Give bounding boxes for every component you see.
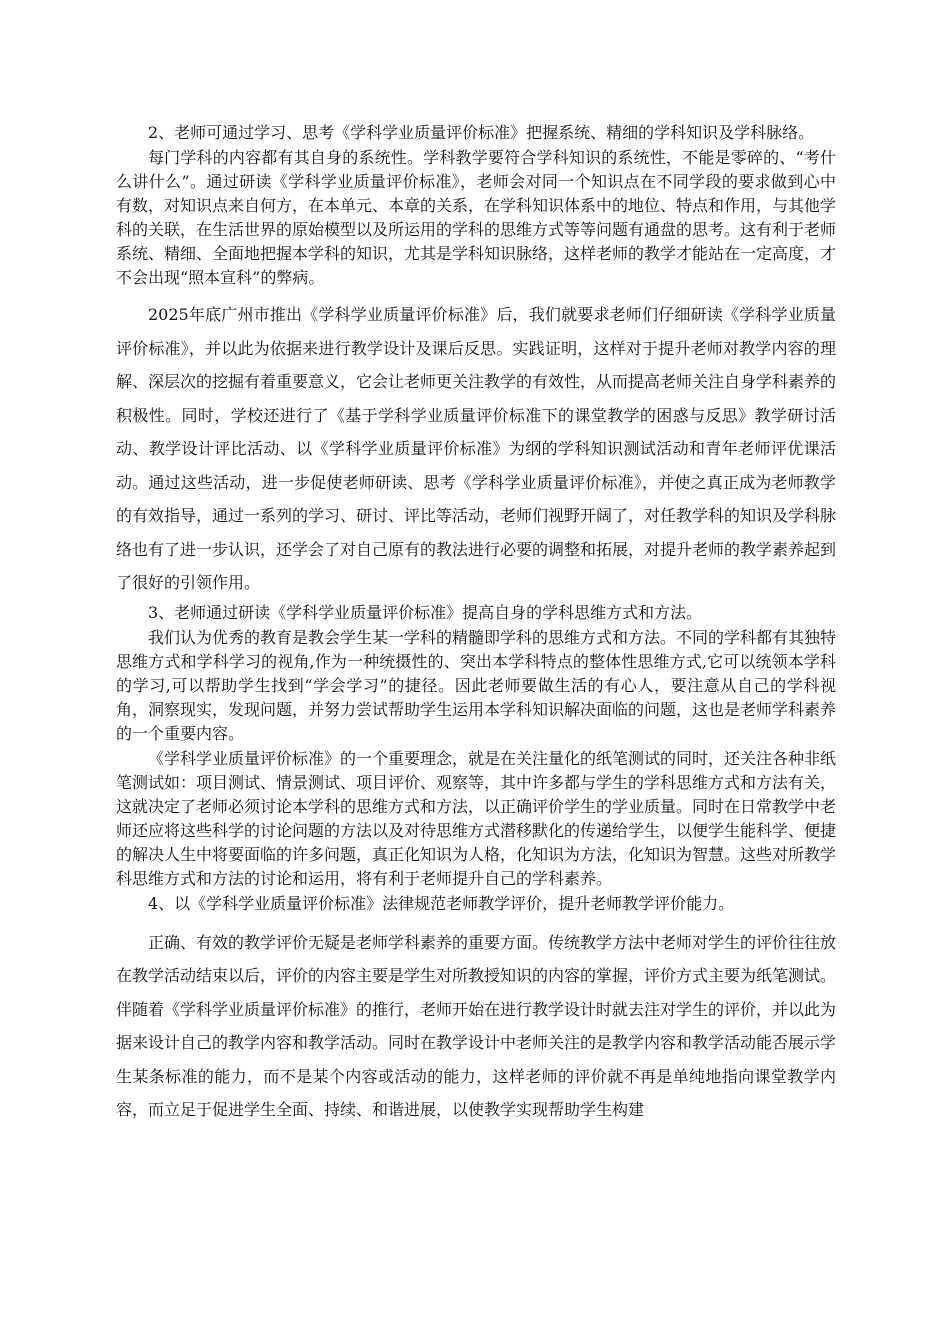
paragraph-standard-concept: 《学科学业质量评价标准》的一个重要理念，就是在关注量化的纸笔测试的同时，还关注各种非纸笔测试如：项目测试、情景测试、项目评价、观察等，其中许多都与学生的学科思维方式和方法有关，这就决定了老师必须讨论本学科的思维方式和方法，以正确评价学生的学业质量。同时在日常教学中老师还应将这些科学的讨论问题的方法以及对待思维方式潜移默化的传递给学生，以便学生能科学、便捷的解决人生中将要面临的许多问题，真正化知识为人格，化知识为方法，化知识为智慧。这些对所教学科思维方式和方法的讨论和运用，将有利于老师提升自己的学科素养。 [116, 748, 837, 888]
paragraph-guangzhou-practice: 2025年底广州市推出《学科学业质量评价标准》后，我们就要求老师们仔细研读《学科学业质量评价标准》，并以此为依据来进行教学设计及课后反思。实践证明，这样对于提升老师对教学内容的理解、深层次的挖掘有着重要意义，它会让老师更关注教学的有效性，从而提高老师关注自身学科素养的积极性。同时，学校还进行了《基于学科学业质量评价标准下的课堂教学的困惑与反思》教学研讨活动、教学设计评比活动、以《学科学业质量评价标准》为纲的学科知识测试活动和青年老师评优课活动。通过这些活动，进一步促使老师研读、思考《学科学业质量评价标准》，并使之真正成为老师教学的有效指导，通过一系列的学习、研讨、评比等活动，老师们视野开阔了，对任教学科的知识及学科脉络也有了进一步认识，还学会了对自己原有的教法进行必要的调整和拓展，对提升老师的教学素养起到了很好的引领作用。 [116, 305, 837, 592]
paragraph-thinking-method: 我们认为优秀的教育是教会学生某一学科的精髓即学科的思维方式和方法。不同的学科都有其独特思维方式和学科学习的视角,作为一种统摄性的、突出本学科特点的整体性思维方式,它可以统领本学科的学习,可以帮助学生找到“学会学习”的捷径。因此老师要做生活的有心人，要注意从自己的学科视角，洞察现实，发现问题，并努力尝试帮助学生运用本学科知识解决面临的问题，这也是老师学科素养的一个重要内容。 [116, 627, 837, 743]
paragraph-system-knowledge: 每门学科的内容都有其自身的系统性。学科教学要符合学科知识的系统性，不能是零碎的、“考什么讲什么”。通过研读《学科学业质量评价标准》，老师会对同一个知识点在不同学段的要求做到心中有数，对知识点来自何方，在本单元、本章的关系，在学科知识体系中的地位、特点和作用，与其他学科的关联，在生活世界的原始模型以及所运用的学科的思维方式等等问题有通盘的思考。这有利于老师系统、精细、全面地把握本学科的知识，尤其是学科知识脉络，这样老师的教学才能站在一定高度，才不会出现“照本宣科”的弊病。 [116, 148, 837, 287]
section-heading-4: 4、以《学科学业质量评价标准》法律规范老师教学评价，提升老师教学评价能力。 [148, 893, 735, 913]
section-heading-3: 3、老师通过研读《学科学业质量评价标准》提高自身的学科思维方式和方法。 [148, 602, 703, 622]
paragraph-teaching-evaluation: 正确、有效的教学评价无疑是老师学科素养的重要方面。传统教学方法中老师对学生的评价往往放在教学活动结束以后，评价的内容主要是学生对所教授知识的内容的掌握，评价方式主要为纸笔测试。伴随着《学科学业质量评价标准》的推行，老师开始在进行教学设计时就去注对学生的评价，并以此为据来设计自己的教学内容和教学活动。同时在教学设计中老师关注的是教学内容和教学活动能否展示学生某条标准的能力，而不是某个内容或活动的能力，这样老师的评价就不再是单纯地指向课堂教学内容，而立足于促进学生全面、持续、和谐进展，以使教学实现帮助学生构建 [116, 932, 837, 1119]
document-body [116, 121, 836, 1127]
section-heading-2: 2、老师可通过学习、思考《学科学业质量评价标准》把握系统、精细的学科知识及学科脉络。 [148, 123, 815, 142]
